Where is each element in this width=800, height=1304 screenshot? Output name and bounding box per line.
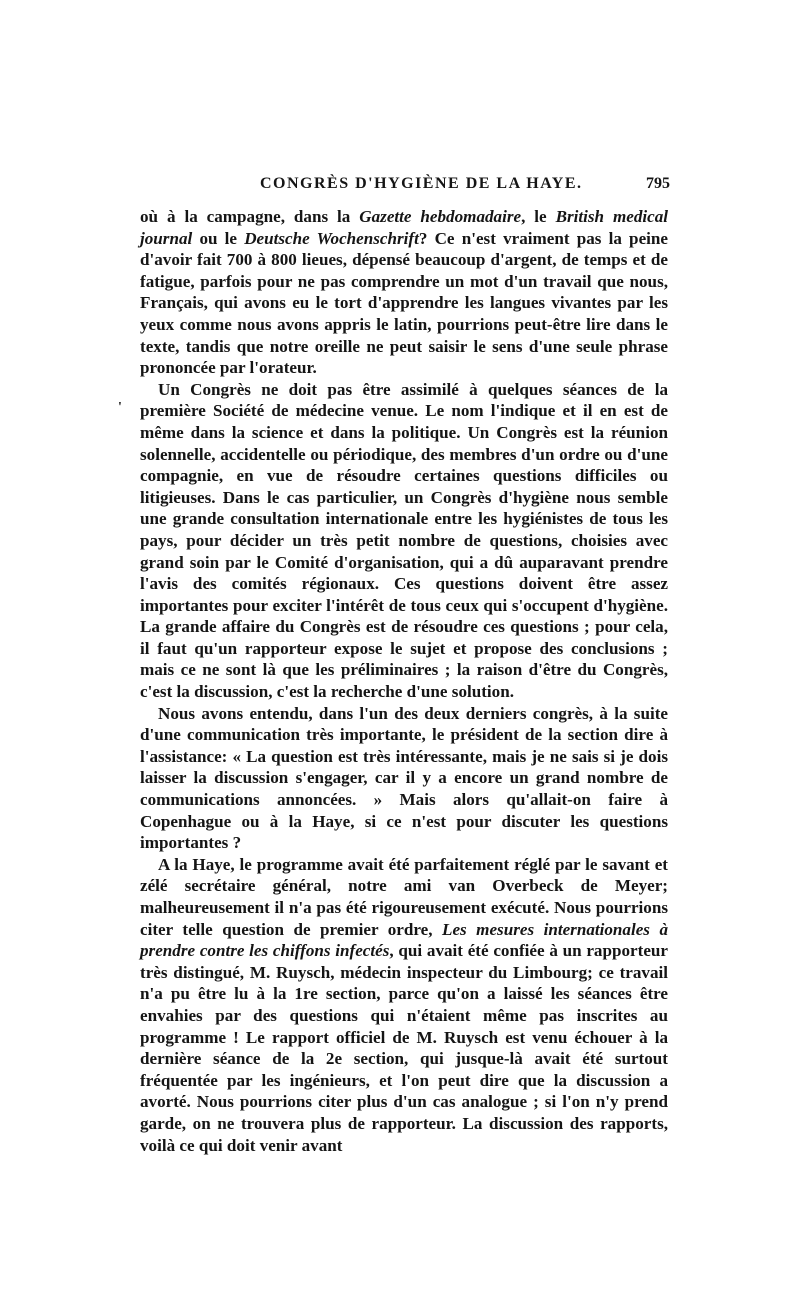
- italic-title-text: Les mesures internationales à prendre contre les chiffons infectés: [140, 919, 668, 961]
- italic-title-text: British medical journal: [140, 207, 669, 248]
- paragraph-text: Nous avons entendu, dans l'un des deux derniers congrès, à la suite d'une communication très importante, le président de la section dire à l'assistance: « La question est très intéressante, mais je ne sais si je dois laisser la discussion s'engager, car il y a encore un grand nombre de communications annoncées. » Mais alors qu'allait-on faire à Copenhague ou à la Haye, si ce n'est pour discuter les questions importantes ?: [140, 703, 668, 853]
- paragraph-text: ou le: [192, 228, 245, 248]
- page-number: 795: [646, 175, 670, 192]
- body-text: [140, 206, 668, 1156]
- paragraph-continuation: [140, 206, 668, 379]
- paragraph-discussion-anecdote: [140, 703, 668, 854]
- paragraph-la-haye-programme: [140, 854, 668, 1156]
- paragraph-text: , qui avait été confiée à un rapporteur très distingué, M. Ruysch, médecin inspecteur du Limbourg; ce travail n'a pu être lu à la 1re section, parce qu'on a laissé les séances être envahies par des questions qui n'étaient même pas inscrites au programme ! Le rapport officiel de M. Ruysch est venu échouer à la dernière séance de la 2e section, qui jusque-là avait été surtout fréquentée par les ingénieurs, et l'on peut dire que la discussion a avorté. Nous pourrions citer plus d'un cas analogue ; si l'on n'y prend garde, on ne trouvera plus de rapporteur. La discussion des rapports, voilà ce qui doit venir avant: [140, 941, 669, 1155]
- paragraph-congres-definition: [140, 379, 668, 703]
- italic-title-text: Deutsche Wochenschrift: [244, 228, 419, 248]
- paragraph-text: ? Ce n'est vraiment pas la peine d'avoir fait 700 à 800 lieues, dépensé beaucoup d'argent, de temps et de fatigue, parfois pour ne pas comprendre un mot d'un travail que nous, Français, qui avons eu le tort d'apprendre les langues vivantes par les yeux comme nous avons appris le latin, pourrions peut-être lire dans le texte, tandis que notre oreille ne peut saisir le sens d'une seule phrase prononcée par l'orateur.: [140, 228, 668, 378]
- paragraph-text: Un Congrès ne doit pas être assimilé à quelques séances de la première Société de médecine venue. Le nom l'indique et il en est de même dans la science et dans la politique. Un Congrès est la réunion solennelle, accidentelle ou périodique, des membres d'un ordre ou d'une compagnie, en vue de résoudre certaines questions difficiles ou litigieuses. Dans le cas particulier, un Congrès d'hygiène nous semble une grande consultation internationale entre les hygiénistes de tous les pays, pour décider un très petit nombre de questions, choisies avec grand soin par le Comité d'organisation, qui a dû auparavant prendre l'avis des comités régionaux. Ces questions doivent être assez importantes pour exciter l'intérêt de tous ceux qui s'occupent d'hygiène. La grande affaire du Congrès est de résoudre ces questions ; pour cela, il faut qu'un rapporteur expose le sujet et propose des conclusions ; mais ce ne sont là que les préliminaires ; la raison d'être du Congrès, c'est la discussion, c'est la recherche d'une solution.: [140, 379, 668, 702]
- paragraph-text: , le: [521, 207, 556, 226]
- margin-mark: ': [118, 400, 122, 415]
- page-header: [140, 175, 670, 199]
- italic-title-text: Gazette hebdomadaire: [359, 207, 522, 226]
- paragraph-text: A la Haye, le programme avait été parfaitement réglé par le savant et zélé secrétaire général, notre ami van Overbeck de Meyer; malheureusement il n'a pas été rigoureusement exécuté. Nous pourrions citer telle question de premier ordre,: [140, 854, 668, 939]
- paragraph-text: où à la campagne, dans la: [140, 207, 360, 226]
- running-title: CONGRÈS D'HYGIÈNE DE LA HAYE.: [260, 175, 583, 192]
